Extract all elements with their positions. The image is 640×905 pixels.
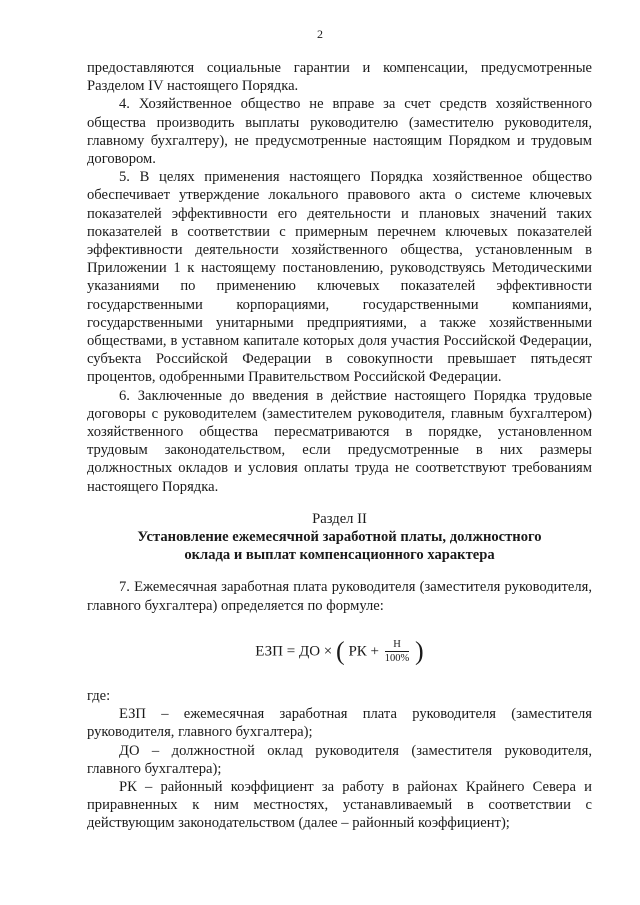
formula-plus: + — [370, 643, 380, 660]
formula-fraction — [385, 639, 410, 664]
paragraph-7: 7. Ежемесячная заработная плата руководителя (заместителя руководителя, главного бухгалтера) определяется по формуле: — [87, 579, 592, 614]
paragraph-4: 4. Хозяйственное общество не вправе за счет средств хозяйственного общества производить выплаты руководителю (заместителю руководителя, главному бухгалтеру), не предусмотренные настоящим Порядком и трудовым договором. — [87, 96, 592, 168]
formula-lhs: ЕЗП — [255, 643, 283, 660]
paragraph-5: 5. В целях применения настоящего Порядка хозяйственное общество обеспечивает утверждение локального правового акта о системе ключевых показателей эффективности его деятельности и плановых значений таких показателей в соответствии с примерным перечнем ключевых показателей эффективности деятельности хозяйственного общества, установленным в Приложении 1 к настоящему постановлению, руководствуясь Методическими указаниями по применению ключевых показателей эффективности государственными корпорациями, государственными компаниями, государственными унитарными предприятиями, а также хозяйственными обществами, в уставном капитале которых доля участия Российской Федерации, субъекта Российской Федерации в совокупности превышает пятьдесят процентов, одобренными Правительством Российской Федерации. — [87, 169, 592, 386]
section-title: Установление ежемесячной заработной платы, должностного оклада и выплат компенсационного характера — [137, 529, 542, 564]
definition-rk: РК – районный коэффициент за работу в районах Крайнего Севера и приравненных к ним местностях, устанавливаемый в соответствии с действующим законодательством (далее – районный коэффициент); — [87, 778, 592, 832]
formula-times: × — [323, 643, 333, 660]
section-heading — [87, 510, 592, 565]
page-number: 2 — [317, 27, 323, 41]
formula-numerator: Н — [385, 639, 410, 652]
where-label: где: — [87, 687, 111, 704]
definition-do: ДО – должностной оклад руководителя (заместителя руководителя, главного бухгалтера); — [87, 742, 592, 777]
document-body — [87, 59, 592, 833]
paragraph-continued: предоставляются социальные гарантии и компенсации, предусмотренные Разделом IV настоящего Порядка. — [87, 60, 592, 95]
paragraph-6: 6. Заключенные до введения в действие настоящего Порядка трудовые договоры с руководителем (заместителем руководителя, главным бухгалтером) хозяйственного общества пересматриваются в порядке, установленном трудовым законодательством, если предусмотренные в них размеры должностных окладов и условия оплаты труда не соответствуют требованиям настоящего Порядка. — [87, 387, 592, 495]
formula-close-paren: ) — [415, 636, 424, 666]
salary-formula — [87, 633, 592, 669]
formula-open-paren: ( — [336, 636, 345, 666]
formula-denominator: 100% — [384, 652, 410, 664]
formula-term-rk: РК — [348, 643, 367, 660]
definition-ezp: ЕЗП – ежемесячная заработная плата руководителя (заместителя руководителя, главного бухгалтера); — [87, 706, 592, 741]
formula-term-do: ДО — [298, 643, 321, 660]
formula-equals: = — [286, 643, 296, 660]
section-label: Раздел II — [312, 510, 367, 527]
